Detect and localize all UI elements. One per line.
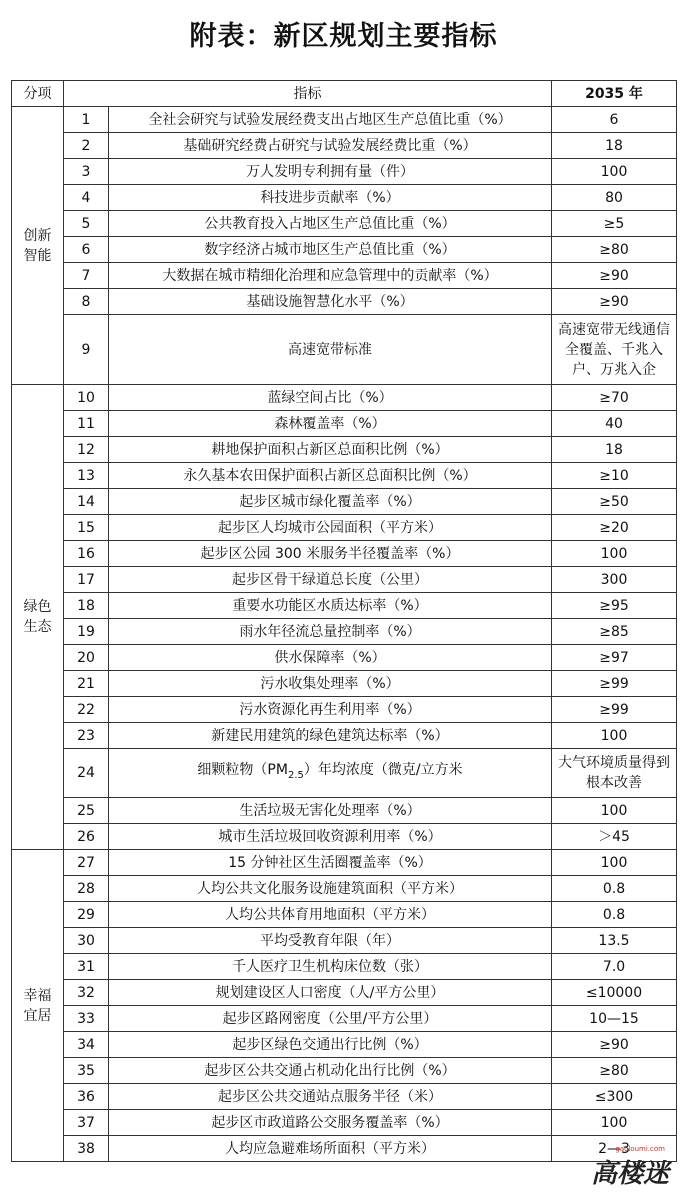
- row-number: 34: [64, 1032, 109, 1058]
- watermark-url: gaoloumi.com: [615, 1145, 665, 1153]
- indicator-text-pre: 细颗粒物（PM: [197, 762, 288, 779]
- table-row: [12, 1006, 677, 1032]
- value-cell: 40: [552, 411, 677, 437]
- table-row: [12, 902, 677, 928]
- indicator-cell: 起步区公共交通占机动化出行比例（%）: [109, 1058, 552, 1084]
- indicator-cell: 起步区骨干绿道总长度（公里）: [109, 567, 552, 593]
- value-cell: 100: [552, 850, 677, 876]
- row-number: 24: [64, 749, 109, 798]
- indicator-cell: 污水资源化再生利用率（%）: [109, 697, 552, 723]
- indicator-cell: 公共教育投入占地区生产总值比重（%）: [109, 211, 552, 237]
- value-cell: ≤300: [552, 1084, 677, 1110]
- row-number: 12: [64, 437, 109, 463]
- row-number: 30: [64, 928, 109, 954]
- value-cell: ≥80: [552, 237, 677, 263]
- row-number: 32: [64, 980, 109, 1006]
- value-cell: ≥10: [552, 463, 677, 489]
- row-number: 8: [64, 289, 109, 315]
- table-row: [12, 211, 677, 237]
- table-row: [12, 723, 677, 749]
- value-cell: 0.8: [552, 876, 677, 902]
- category-label: 创新: [23, 227, 52, 244]
- table-row: [12, 237, 677, 263]
- table-row: [12, 749, 677, 798]
- row-number: 11: [64, 411, 109, 437]
- table-row: [12, 593, 677, 619]
- indicator-cell: 污水收集处理率（%）: [109, 671, 552, 697]
- indicator-cell: 起步区路网密度（公里/平方公里）: [109, 1006, 552, 1032]
- table-row: [12, 645, 677, 671]
- table-row: [12, 697, 677, 723]
- row-number: 21: [64, 671, 109, 697]
- value-cell: ≥95: [552, 593, 677, 619]
- indicator-cell: 数字经济占城市地区生产总值比重（%）: [109, 237, 552, 263]
- value-cell: ≤10000: [552, 980, 677, 1006]
- indicator-cell: 大数据在城市精细化治理和应急管理中的贡献率（%）: [109, 263, 552, 289]
- row-number: 26: [64, 824, 109, 850]
- value-cell: ≥85: [552, 619, 677, 645]
- table-row: [12, 385, 677, 411]
- indicator-cell: [109, 749, 552, 798]
- indicator-text-post: ）年均浓度（微克/立方米: [303, 762, 463, 779]
- table-row: [12, 437, 677, 463]
- value-cell: 100: [552, 159, 677, 185]
- indicator-cell: 重要水功能区水质达标率（%）: [109, 593, 552, 619]
- table-row: [12, 1032, 677, 1058]
- category-label: 智能: [23, 247, 52, 264]
- table-row: [12, 1110, 677, 1136]
- indicator-cell: 基础研究经费占研究与试验发展经费比重（%）: [109, 133, 552, 159]
- value-cell: ≥70: [552, 385, 677, 411]
- value-cell: ＞45: [552, 824, 677, 850]
- indicator-cell: 人均公共文化服务设施建筑面积（平方米）: [109, 876, 552, 902]
- table-row: [12, 980, 677, 1006]
- row-number: 10: [64, 385, 109, 411]
- indicator-subscript: 2.5: [287, 769, 304, 781]
- indicator-cell: 千人医疗卫生机构床位数（张）: [109, 954, 552, 980]
- category-cell: [12, 850, 64, 1162]
- row-number: 25: [64, 798, 109, 824]
- row-number: 22: [64, 697, 109, 723]
- indicator-cell: 万人发明专利拥有量（件）: [109, 159, 552, 185]
- table-row: [12, 1084, 677, 1110]
- row-number: 31: [64, 954, 109, 980]
- row-number: 36: [64, 1084, 109, 1110]
- table-row: [12, 1058, 677, 1084]
- table-header-row: [12, 81, 677, 107]
- category-label: 生态: [23, 619, 52, 635]
- indicator-cell: 起步区绿色交通出行比例（%）: [109, 1032, 552, 1058]
- value-cell: 18: [552, 133, 677, 159]
- table-row: [12, 159, 677, 185]
- category-cell: [12, 385, 64, 850]
- indicator-cell: 基础设施智慧化水平（%）: [109, 289, 552, 315]
- indicator-cell: 起步区市政道路公交服务覆盖率（%）: [109, 1110, 552, 1136]
- row-number: 9: [64, 315, 109, 385]
- indicator-cell: 耕地保护面积占新区总面积比例（%）: [109, 437, 552, 463]
- indicator-cell: 森林覆盖率（%）: [109, 411, 552, 437]
- value-cell: 100: [552, 541, 677, 567]
- row-number: 2: [64, 133, 109, 159]
- value-cell: 7.0: [552, 954, 677, 980]
- category-label: 幸福: [23, 987, 52, 1004]
- table-row: [12, 289, 677, 315]
- table-row: [12, 1136, 677, 1162]
- row-number: 3: [64, 159, 109, 185]
- indicator-cell: 人均公共体育用地面积（平方米）: [109, 902, 552, 928]
- category-cell: [12, 107, 64, 385]
- value-cell: ≥5: [552, 211, 677, 237]
- row-number: 13: [64, 463, 109, 489]
- indicator-cell: 科技进步贡献率（%）: [109, 185, 552, 211]
- row-number: 17: [64, 567, 109, 593]
- value-cell: 80: [552, 185, 677, 211]
- value-cell: 高速宽带无线通信全覆盖、千兆入户、万兆入企: [552, 315, 677, 385]
- value-cell: 13.5: [552, 928, 677, 954]
- header-year: 2035 年: [552, 81, 677, 107]
- row-number: 5: [64, 211, 109, 237]
- value-cell: ≥97: [552, 645, 677, 671]
- table-row: [12, 315, 677, 385]
- indicator-cell: 起步区人均城市公园面积（平方米）: [109, 515, 552, 541]
- row-number: 16: [64, 541, 109, 567]
- row-number: 27: [64, 850, 109, 876]
- value-cell: 100: [552, 1110, 677, 1136]
- row-number: 1: [64, 107, 109, 133]
- table-row: [12, 263, 677, 289]
- indicator-cell: 人均应急避难场所面积（平方米）: [109, 1136, 552, 1162]
- indicator-cell: 平均受教育年限（年）: [109, 928, 552, 954]
- indicator-cell: 雨水年径流总量控制率（%）: [109, 619, 552, 645]
- indicator-cell: 蓝绿空间占比（%）: [109, 385, 552, 411]
- row-number: 38: [64, 1136, 109, 1162]
- row-number: 19: [64, 619, 109, 645]
- value-cell: ≥50: [552, 489, 677, 515]
- indicator-cell: 生活垃圾无害化处理率（%）: [109, 798, 552, 824]
- table-row: [12, 850, 677, 876]
- indicator-table: [11, 80, 677, 1162]
- row-number: 7: [64, 263, 109, 289]
- row-number: 37: [64, 1110, 109, 1136]
- indicator-cell: 起步区城市绿化覆盖率（%）: [109, 489, 552, 515]
- indicator-cell: 15 分钟社区生活圈覆盖率（%）: [109, 850, 552, 876]
- table-row: [12, 185, 677, 211]
- category-label: 宜居: [23, 1007, 52, 1024]
- table-row: [12, 133, 677, 159]
- value-cell: 18: [552, 437, 677, 463]
- table-row: [12, 567, 677, 593]
- value-cell: 大气环境质量得到根本改善: [552, 749, 677, 798]
- table-row: [12, 541, 677, 567]
- indicator-cell: 新建民用建筑的绿色建筑达标率（%）: [109, 723, 552, 749]
- value-cell: 10—15: [552, 1006, 677, 1032]
- table-row: [12, 107, 677, 133]
- row-number: 14: [64, 489, 109, 515]
- table-row: [12, 463, 677, 489]
- header-category: 分项: [12, 81, 64, 107]
- value-cell: 300: [552, 567, 677, 593]
- table-row: [12, 928, 677, 954]
- table-row: [12, 798, 677, 824]
- row-number: 35: [64, 1058, 109, 1084]
- page-title: 附表：新区规划主要指标: [189, 21, 498, 52]
- row-number: 23: [64, 723, 109, 749]
- indicator-cell: 全社会研究与试验发展经费支出占地区生产总值比重（%）: [109, 107, 552, 133]
- value-cell: ≥20: [552, 515, 677, 541]
- watermark-text: 高楼迷: [590, 1159, 669, 1189]
- value-cell: 0.8: [552, 902, 677, 928]
- indicator-cell: 永久基本农田保护面积占新区总面积比例（%）: [109, 463, 552, 489]
- table-row: [12, 954, 677, 980]
- row-number: 6: [64, 237, 109, 263]
- table-row: [12, 824, 677, 850]
- row-number: 33: [64, 1006, 109, 1032]
- indicator-cell: 起步区公园 300 米服务半径覆盖率（%）: [109, 541, 552, 567]
- header-indicator: 指标: [64, 81, 552, 107]
- table-row: [12, 515, 677, 541]
- value-cell: ≥99: [552, 671, 677, 697]
- indicator-cell: 城市生活垃圾回收资源利用率（%）: [109, 824, 552, 850]
- value-cell: ≥99: [552, 697, 677, 723]
- value-cell: ≥90: [552, 263, 677, 289]
- value-cell: 100: [552, 798, 677, 824]
- value-cell: ≥80: [552, 1058, 677, 1084]
- row-number: 28: [64, 876, 109, 902]
- table-row: [12, 489, 677, 515]
- row-number: 15: [64, 515, 109, 541]
- value-cell: 2—3: [552, 1136, 677, 1162]
- table-row: [12, 876, 677, 902]
- table-row: [12, 411, 677, 437]
- value-cell: ≥90: [552, 1032, 677, 1058]
- category-label: 绿色: [23, 599, 52, 615]
- table-row: [12, 619, 677, 645]
- value-cell: ≥90: [552, 289, 677, 315]
- value-cell: 6: [552, 107, 677, 133]
- value-cell: 100: [552, 723, 677, 749]
- row-number: 20: [64, 645, 109, 671]
- table-row: [12, 671, 677, 697]
- row-number: 4: [64, 185, 109, 211]
- indicator-cell: 高速宽带标准: [109, 315, 552, 385]
- row-number: 29: [64, 902, 109, 928]
- indicator-cell: 起步区公共交通站点服务半径（米）: [109, 1084, 552, 1110]
- row-number: 18: [64, 593, 109, 619]
- indicator-cell: 规划建设区人口密度（人/平方公里）: [109, 980, 552, 1006]
- indicator-cell: 供水保障率（%）: [109, 645, 552, 671]
